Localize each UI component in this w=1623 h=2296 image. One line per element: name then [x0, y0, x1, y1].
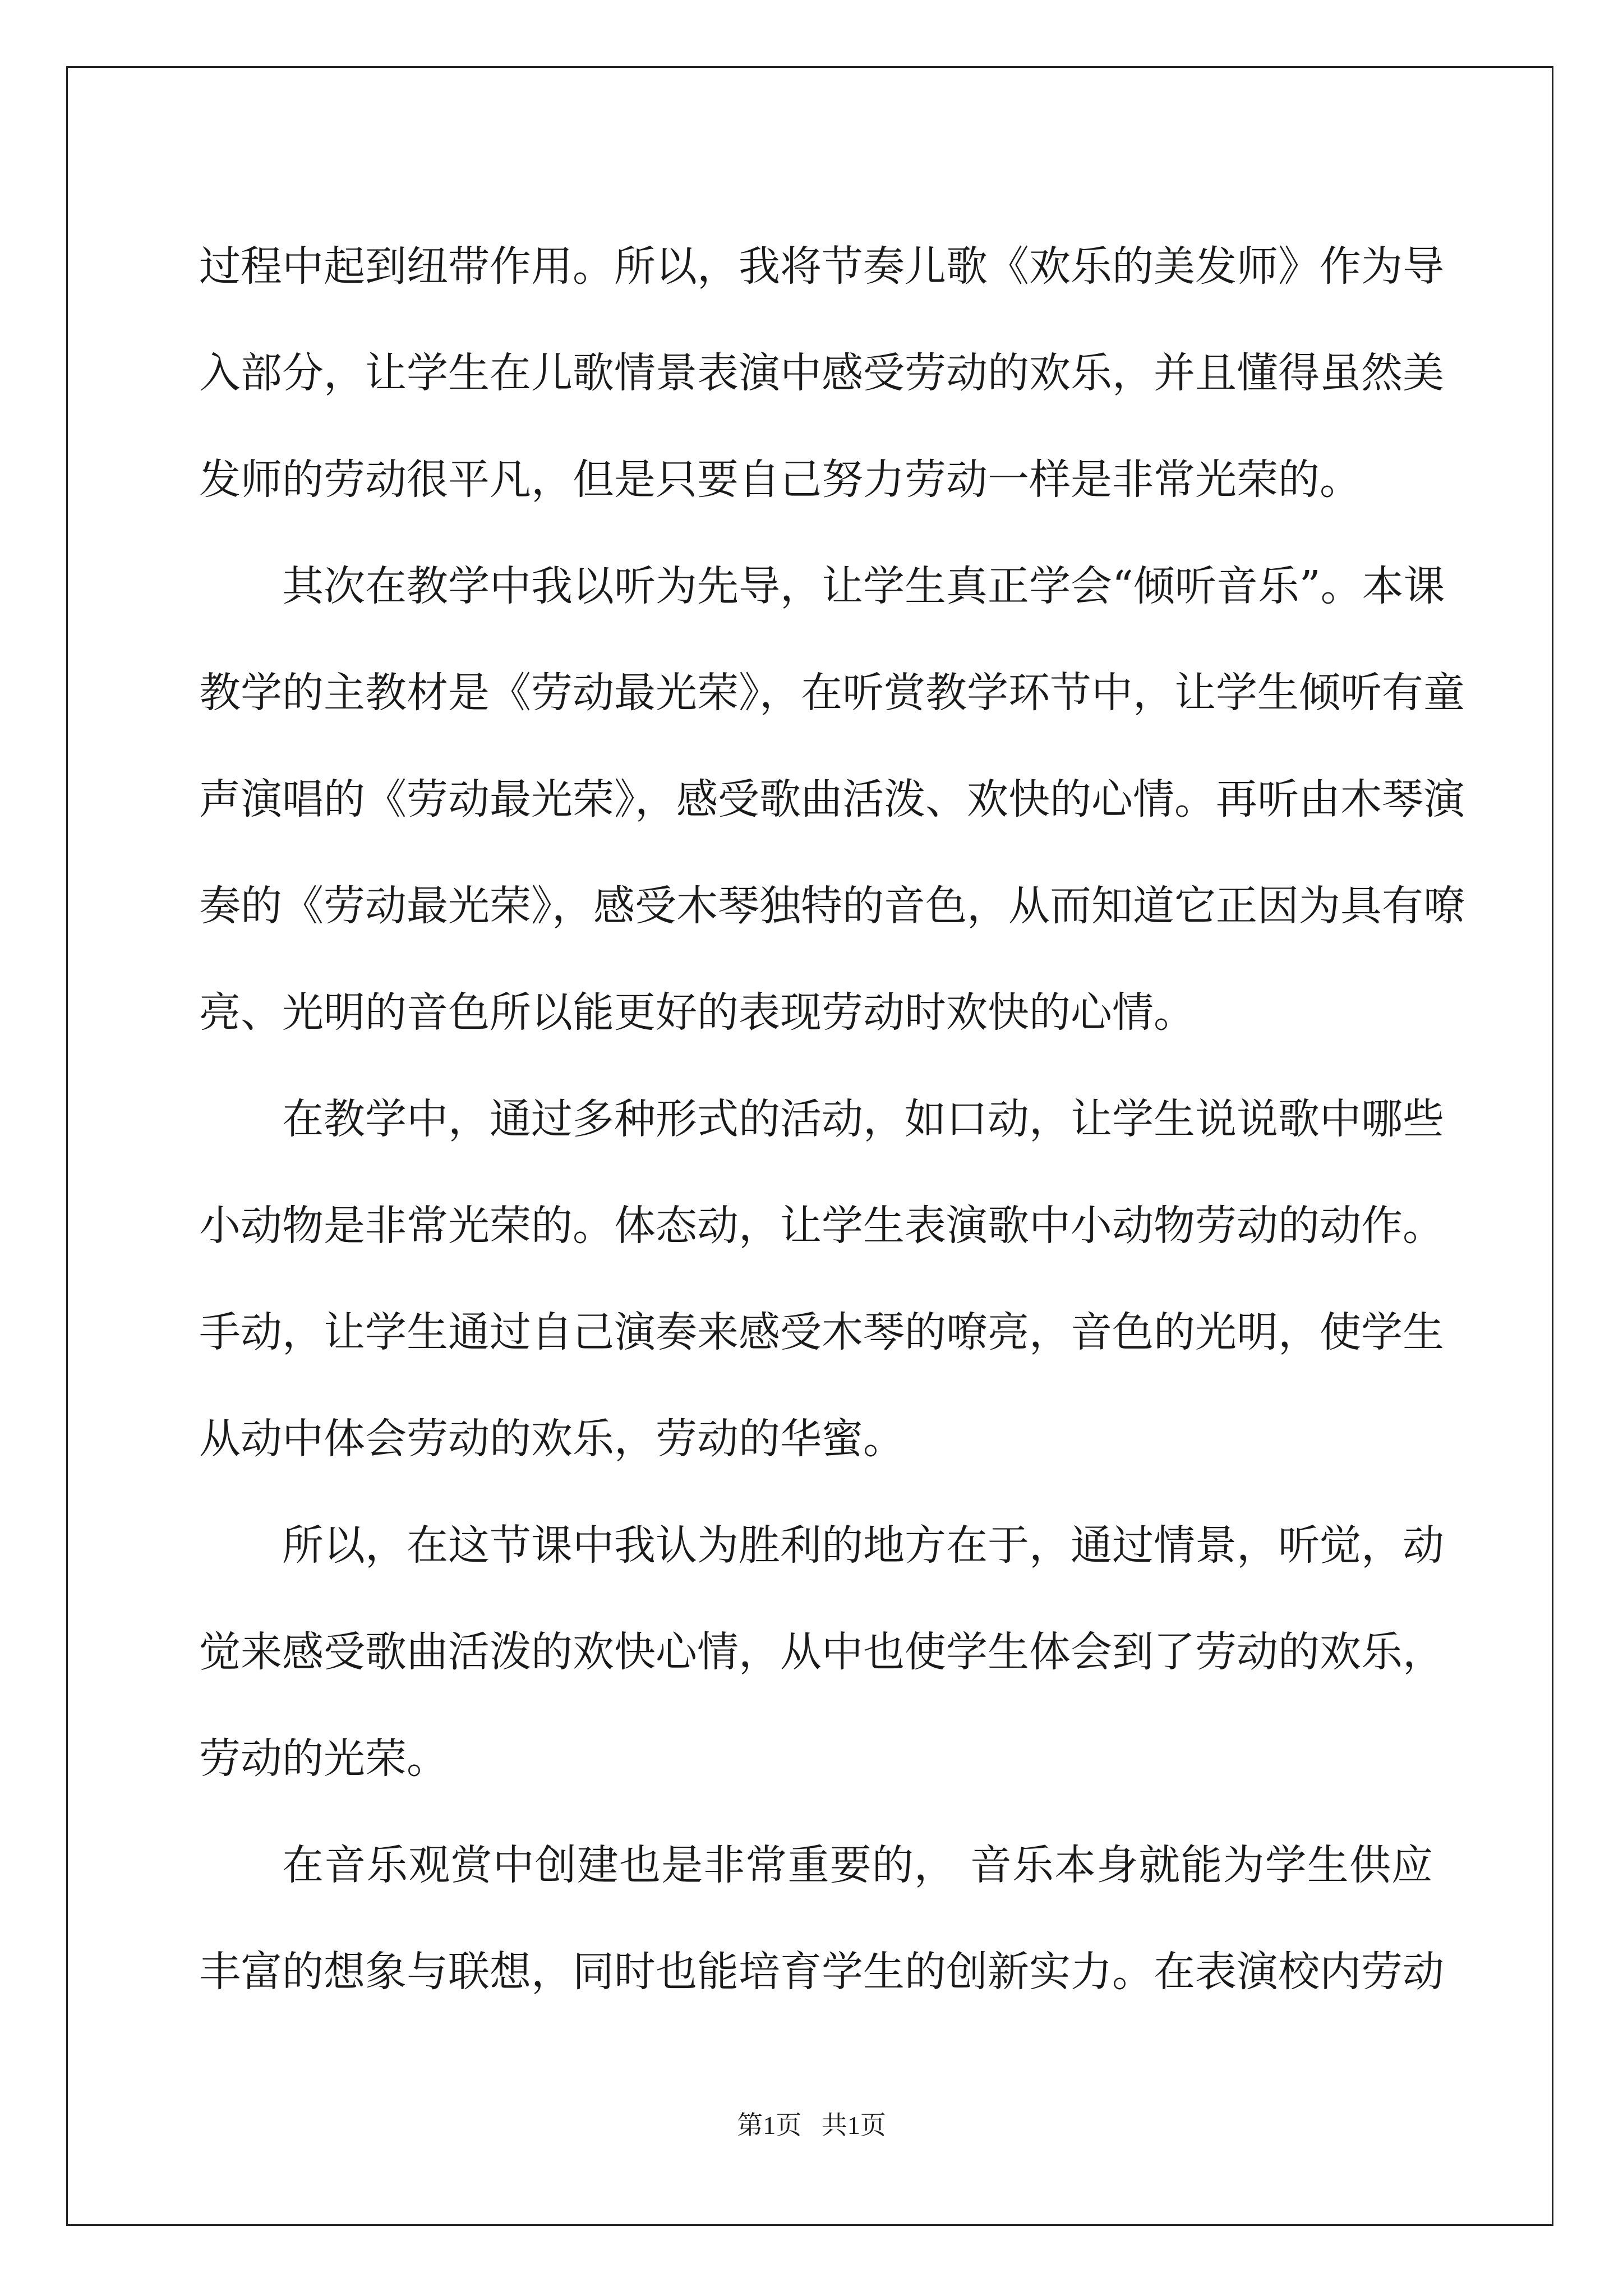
- document-body: [199, 213, 1465, 2025]
- text-line: 声演唱的《劳动最光荣》，感受歌曲活泼、欢快的心情。再听由木琴演: [199, 775, 1465, 823]
- text-line: 在教学中，通过多种形式的活动，如口动，让学生说说歌中哪些: [282, 1095, 1444, 1143]
- text-line: 过程中起到纽带作用。所以，我将节奏儿歌《欢乐的美发师》作为导: [199, 242, 1444, 291]
- text-line: 发师的劳动很平凡，但是只要自己努力劳动一样是非常光荣的。: [199, 455, 1361, 504]
- text-line: 入部分，让学生在儿歌情景表演中感受劳动的欢乐，并且懂得虽然美: [199, 349, 1444, 397]
- text-line: 所以，在这节课中我认为胜利的地方在于，通过情景，听觉，动: [282, 1521, 1444, 1570]
- text-line: 教学的主教材是《劳动最光荣》，在听赏教学环节中，让学生倾听有童: [199, 669, 1465, 717]
- text-line: 在音乐观赏中创建也是非常重要的， 音乐本身就能为学生供应: [282, 1841, 1433, 1889]
- text-line: 奏的《劳动最光荣》，感受木琴独特的音色，从而知道它正因为具有嘹: [199, 882, 1465, 930]
- text-line: 觉来感受歌曲活泼的欢快心情，从中也使学生体会到了劳动的欢乐，: [199, 1628, 1444, 1676]
- page-number: 第1页: [737, 2111, 802, 2139]
- text-line: 劳动的光荣。: [199, 1734, 448, 1783]
- text-line: 其次在教学中我以听为先导，让学生真正学会“倾听音乐”。本课: [282, 562, 1445, 610]
- page-footer: [0, 2105, 1623, 2142]
- text-line: 亮、光明的音色所以能更好的表现劳动时欢快的心情。: [199, 988, 1195, 1037]
- text-line: 手动，让学生通过自己演奏来感受木琴的嘹亮，音色的光明，使学生: [199, 1308, 1444, 1356]
- text-line: 小动物是非常光荣的。体态动，让学生表演歌中小动物劳动的动作。: [199, 1202, 1444, 1250]
- text-line: 从动中体会劳动的欢乐，劳动的华蜜。: [199, 1415, 905, 1463]
- text-line: 丰富的想象与联想，同时也能培育学生的创新实力。在表演校内劳动: [199, 1948, 1444, 1996]
- page-total: 共1页: [821, 2111, 886, 2139]
